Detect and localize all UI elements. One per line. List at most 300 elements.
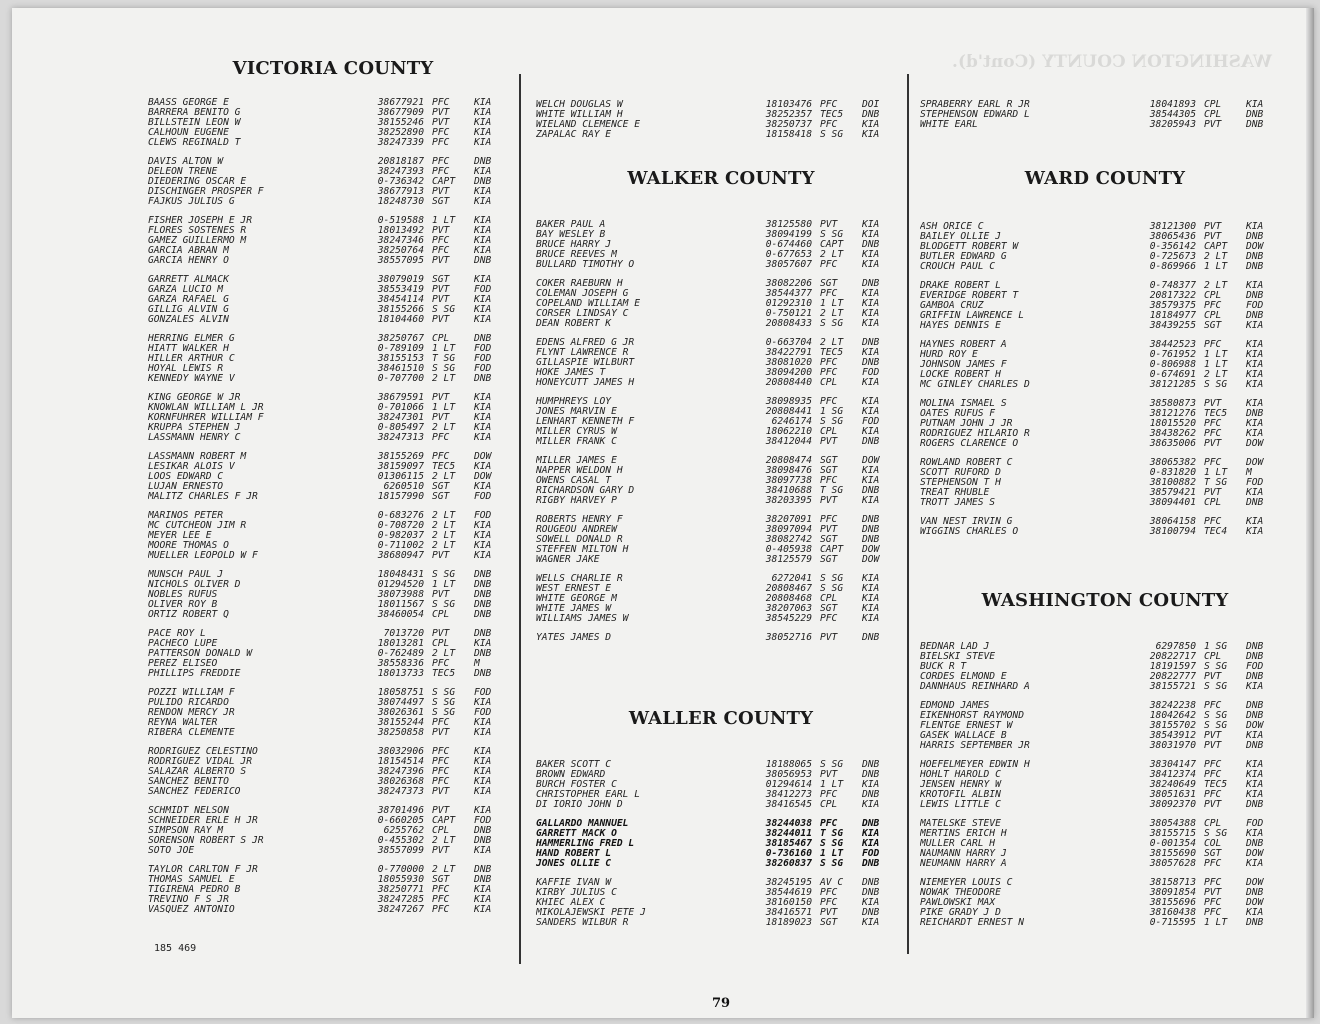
entry-status: DNB xyxy=(474,608,492,620)
entry-rank: CAPT xyxy=(1204,240,1228,252)
entry-status: M xyxy=(1246,466,1252,478)
entry-status: DOW xyxy=(474,470,492,482)
entry-rank: 1 LT xyxy=(432,342,456,354)
entry-status: KIA xyxy=(1246,768,1264,780)
entry-name: BUTLER EDWARD G xyxy=(920,251,1007,262)
entry-status: DNB xyxy=(862,768,880,780)
entry-serial: 0-660205 xyxy=(377,814,424,826)
entry-name: POZZI WILLIAM F xyxy=(148,688,235,698)
entry-status: KIA xyxy=(1246,427,1264,439)
entry-name: CORSER LINDSAY C xyxy=(536,308,629,319)
entry-status: KIA xyxy=(862,219,880,230)
roster-entry xyxy=(148,787,508,797)
entry-status: KIA xyxy=(474,106,492,118)
entry-name: HAYES DENNIS E xyxy=(920,320,1001,331)
entry-serial: 38100794 xyxy=(1149,525,1196,537)
roster-entry xyxy=(536,456,896,466)
entry-serial: 6260510 xyxy=(383,480,424,492)
entry-status: KIA xyxy=(1246,906,1264,918)
roster-entry xyxy=(148,236,508,246)
entry-serial: 01294614 xyxy=(765,778,812,790)
entry-rank: T SG xyxy=(820,484,844,496)
entry-name: HILLER ARTHUR C xyxy=(148,353,235,364)
entry-name: STEFFEN MILTON H xyxy=(536,544,629,555)
entry-serial: 38026361 xyxy=(377,706,424,718)
entry-serial: 18058751 xyxy=(377,687,424,698)
entry-name: LESIKAR ALOIS V xyxy=(148,461,235,472)
entry-status: DNB xyxy=(1246,108,1264,120)
roster-entry xyxy=(536,515,896,525)
entry-rank: 1 LT xyxy=(820,297,844,309)
entry-serial: 38680947 xyxy=(377,549,424,561)
entry-name: GAMBOA CRUZ xyxy=(920,300,984,311)
entry-serial: 38064158 xyxy=(1149,516,1196,527)
roster-entry xyxy=(148,708,508,718)
entry-serial: 38057628 xyxy=(1149,857,1196,869)
entry-rank: PFC xyxy=(820,366,838,378)
entry-name: PATTERSON DONALD W xyxy=(148,648,252,659)
entry-name: GASEK WALLACE B xyxy=(920,730,1007,741)
entry-status: FOD xyxy=(1246,476,1264,488)
entry-rank: PVT xyxy=(432,392,450,403)
entry-name: MILLER FRANK C xyxy=(536,436,617,447)
entry-name: BAASS GEORGE E xyxy=(148,98,229,108)
entry-serial: 38097738 xyxy=(765,474,812,486)
entry-rank: 2 LT xyxy=(1204,368,1228,380)
entry-name: TIGIRENA PEDRO B xyxy=(148,884,241,895)
entry-status: DOI xyxy=(862,99,880,110)
entry-name: FAJKUS JULIUS G xyxy=(148,196,235,207)
roster-group xyxy=(536,819,896,868)
entry-name: KROTOFIL ALBIN xyxy=(920,789,1001,800)
entry-serial: 38100882 xyxy=(1149,476,1196,488)
entry-serial: 38207091 xyxy=(765,514,812,525)
entry-status: DNB xyxy=(474,824,492,836)
roster-entry xyxy=(536,584,896,594)
entry-serial: 18103476 xyxy=(765,99,812,110)
entry-status: DNB xyxy=(862,632,880,643)
entry-status: KIA xyxy=(474,411,492,423)
roster-entry xyxy=(148,875,508,885)
entry-rank: 2 LT xyxy=(432,519,456,531)
entry-name: REICHARDT ERNEST N xyxy=(920,917,1024,928)
entry-serial: 18154514 xyxy=(377,755,424,767)
entry-name: BILLSTEIN LEON W xyxy=(148,117,241,128)
entry-rank: PFC xyxy=(432,431,450,443)
entry-name: DANNHAUS REINHARD A xyxy=(920,681,1030,692)
roster-entry xyxy=(536,800,896,810)
entry-status: KIA xyxy=(1246,857,1264,869)
entry-name: CLEWS REGINALD T xyxy=(148,137,241,148)
entry-name: JONES MARVIN E xyxy=(536,406,617,417)
entry-status: DNB xyxy=(1246,230,1264,242)
entry-rank: PFC xyxy=(432,156,450,167)
entry-name: BEDNAR LAD J xyxy=(920,642,990,652)
entry-status: DOW xyxy=(1246,240,1264,252)
entry-status: KIA xyxy=(474,716,492,728)
entry-status: KIA xyxy=(1246,759,1264,770)
entry-name: GARCIA ABRAN M xyxy=(148,245,229,256)
entry-serial: 18013492 xyxy=(377,224,424,236)
entry-name: MERTINS ERICH H xyxy=(920,828,1007,839)
roster-entry xyxy=(148,895,508,905)
entry-serial: 38245195 xyxy=(765,877,812,888)
entry-rank: PVT xyxy=(1204,221,1222,232)
entry-serial: 20822777 xyxy=(1149,670,1196,682)
entry-rank: PVT xyxy=(432,628,450,639)
entry-rank: PVT xyxy=(432,293,450,305)
roster-entry xyxy=(148,718,508,728)
entry-rank: PFC xyxy=(820,396,838,407)
entry-status: KIA xyxy=(862,346,880,358)
entry-rank: PFC xyxy=(1204,427,1222,439)
entry-status: DNB xyxy=(862,238,880,250)
entry-serial: 38125579 xyxy=(765,553,812,565)
roster-entry xyxy=(536,888,896,898)
roster-entry xyxy=(148,669,508,679)
roster-group xyxy=(920,517,1280,537)
entry-serial: 38244011 xyxy=(765,827,812,839)
entry-serial: 18188065 xyxy=(765,759,812,770)
roster-entry xyxy=(536,594,896,604)
entry-status: DNB xyxy=(1246,260,1264,272)
entry-status: KIA xyxy=(862,464,880,476)
roster-entry xyxy=(148,629,508,639)
entry-name: JONES OLLIE C xyxy=(536,858,612,869)
entry-name: KRUPPA STEPHEN J xyxy=(148,422,241,433)
roster-entry xyxy=(536,760,896,770)
entry-name: HAYNES ROBERT A xyxy=(920,340,1007,350)
entry-rank: SGT xyxy=(820,553,838,565)
entry-rank: S SG xyxy=(432,569,456,580)
entry-rank: PVT xyxy=(432,549,450,561)
entry-rank: SGT xyxy=(820,455,838,466)
entry-serial: 0-762489 xyxy=(377,647,424,659)
entry-rank: CAPT xyxy=(432,814,456,826)
entry-rank: S SG xyxy=(820,228,844,240)
entry-name: WHITE JAMES W xyxy=(536,603,612,614)
entry-name: GILLIG ALVIN G xyxy=(148,304,229,315)
entry-rank: PVT xyxy=(820,435,838,447)
entry-name: MC CUTCHEON JIM R xyxy=(148,520,247,531)
roster-entry xyxy=(920,281,1280,291)
entry-status: KIA xyxy=(474,785,492,797)
entry-name: FISHER JOSEPH E JR xyxy=(148,216,252,226)
entry-serial: 38185467 xyxy=(765,837,812,849)
entry-name: PEREZ ELISEO xyxy=(148,658,218,669)
entry-rank: SGT xyxy=(820,278,838,289)
roster-group xyxy=(148,334,508,383)
entry-rank: PFC xyxy=(432,165,450,177)
roster-entry xyxy=(536,486,896,496)
entry-serial: 0-663704 xyxy=(765,337,812,348)
roster-entry xyxy=(148,846,508,856)
entry-serial: 38553419 xyxy=(377,283,424,295)
entry-serial: 38073988 xyxy=(377,588,424,600)
entry-rank: TEC5 xyxy=(820,346,844,358)
entry-name: OWENS CASAL T xyxy=(536,475,612,486)
roster-entry xyxy=(920,498,1280,508)
roster-group xyxy=(148,98,508,147)
roster-entry xyxy=(536,614,896,624)
entry-status: DNB xyxy=(1246,916,1264,928)
entry-name: GILLASPIE WILBURT xyxy=(536,357,635,368)
entry-serial: 38121285 xyxy=(1149,378,1196,390)
roster-entry xyxy=(920,760,1280,770)
entry-status: KIA xyxy=(862,798,880,810)
entry-status: KIA xyxy=(474,883,492,895)
entry-status: FOD xyxy=(474,362,492,374)
entry-status: KIA xyxy=(862,376,880,388)
entry-rank: PVT xyxy=(820,906,838,918)
entry-status: KIA xyxy=(1246,417,1264,429)
entry-serial: 38544619 xyxy=(765,886,812,898)
entry-serial: 20817322 xyxy=(1149,289,1196,301)
entry-status: KIA xyxy=(862,837,880,849)
entry-rank: PFC xyxy=(1204,759,1222,770)
entry-name: STEPHENSON T H xyxy=(920,477,1001,488)
entry-serial: 6272041 xyxy=(771,573,812,584)
entry-status: M xyxy=(474,657,480,669)
entry-rank: PVT xyxy=(432,185,450,197)
heading-ward-county: WARD COUNTY xyxy=(1024,168,1186,189)
entry-status: DNB xyxy=(1246,309,1264,321)
entry-status: DNB xyxy=(474,647,492,659)
entry-serial: 38442523 xyxy=(1149,339,1196,350)
entry-name: HAND ROBERT L xyxy=(536,848,612,859)
roster-entry xyxy=(920,859,1280,869)
entry-rank: PVT xyxy=(432,844,450,856)
entry-status: KIA xyxy=(1246,280,1264,291)
roster-entry xyxy=(148,305,508,315)
entry-serial: 18158418 xyxy=(765,128,812,140)
entry-serial: 38056953 xyxy=(765,768,812,780)
entry-serial: 18104460 xyxy=(377,313,424,325)
entry-name: HUMPHREYS LOY xyxy=(536,397,612,407)
entry-name: TREAT RHUBLE xyxy=(920,487,990,498)
entry-name: GONZALES ALVIN xyxy=(148,314,229,325)
roster-entry xyxy=(536,250,896,260)
entry-name: GARRETT ALMACK xyxy=(148,275,229,285)
entry-status: DNB xyxy=(1246,496,1264,508)
entry-status: DNB xyxy=(862,906,880,918)
entry-rank: SGT xyxy=(1204,847,1222,859)
roster-group xyxy=(920,878,1280,927)
entry-name: SCHNEIDER ERLE H JR xyxy=(148,815,258,826)
roster-entry xyxy=(920,790,1280,800)
roster-entry xyxy=(148,275,508,285)
entry-rank: PFC xyxy=(820,514,838,525)
entry-name: HARRIS SEPTEMBER JR xyxy=(920,740,1030,751)
entry-serial: 38155690 xyxy=(1149,847,1196,859)
entry-rank: SGT xyxy=(432,480,450,492)
entry-serial: 38544305 xyxy=(1149,108,1196,120)
entry-serial: 38155702 xyxy=(1149,719,1196,731)
entry-status: KIA xyxy=(1246,525,1264,537)
entry-name: NOWAK THEODORE xyxy=(920,887,1001,898)
roster-entry xyxy=(148,226,508,236)
entry-rank: PFC xyxy=(1204,896,1222,908)
entry-rank: 2 LT xyxy=(432,539,456,551)
entry-serial: 20822717 xyxy=(1149,650,1196,662)
entry-serial: 38677921 xyxy=(377,97,424,108)
entry-rank: PFC xyxy=(820,818,838,829)
roster-group xyxy=(536,574,896,623)
entry-serial: 20818187 xyxy=(377,156,424,167)
entry-name: DEAN ROBERT K xyxy=(536,318,612,329)
entry-name: HOEFELMEYER EDWIN H xyxy=(920,760,1030,770)
entry-serial: 38158713 xyxy=(1149,877,1196,888)
entry-rank: PVT xyxy=(432,106,450,118)
entry-rank: PVT xyxy=(820,523,838,535)
entry-status: KIA xyxy=(1246,348,1264,360)
entry-rank: PFC xyxy=(432,883,450,895)
roster-group xyxy=(920,222,1280,271)
entry-rank: PFC xyxy=(820,788,838,800)
entry-name: FLENTGE ERNEST W xyxy=(920,720,1013,731)
entry-rank: PFC xyxy=(432,893,450,905)
entry-rank: CAPT xyxy=(432,175,456,187)
entry-name: COKER RAEBURN H xyxy=(536,279,623,289)
entry-status: KIA xyxy=(474,765,492,777)
entry-name: TAYLOR CARLTON F JR xyxy=(148,865,258,875)
entry-name: GALLARDO MANNUEL xyxy=(536,819,629,829)
entry-rank: PFC xyxy=(432,746,450,757)
entry-status: KIA xyxy=(474,637,492,649)
entry-name: SORENSON ROBERT S JR xyxy=(148,835,264,846)
entry-rank: PFC xyxy=(1204,457,1222,468)
roster-entry xyxy=(148,118,508,128)
roster-group xyxy=(920,100,1280,130)
entry-status: DNB xyxy=(474,333,492,344)
roster-entry xyxy=(148,187,508,197)
entry-name: SANCHEZ BENITO xyxy=(148,776,229,787)
entry-rank: CPL xyxy=(820,425,838,437)
entry-name: GARZA RAFAEL G xyxy=(148,294,229,305)
entry-rank: PFC xyxy=(432,244,450,256)
entry-status: KIA xyxy=(474,893,492,905)
entry-serial: 38580873 xyxy=(1149,398,1196,409)
entry-rank: PFC xyxy=(1204,877,1222,888)
entry-serial: 38081020 xyxy=(765,356,812,368)
entry-serial: 01306115 xyxy=(377,470,424,482)
roster-entry xyxy=(920,262,1280,272)
entry-rank: PFC xyxy=(432,451,450,462)
entry-status: DNB xyxy=(474,873,492,885)
roster-group xyxy=(148,688,508,737)
entry-serial: 38677913 xyxy=(377,185,424,197)
entry-rank: PFC xyxy=(1204,417,1222,429)
roster-entry xyxy=(148,747,508,757)
entry-name: RIGBY HARVEY P xyxy=(536,495,617,506)
entry-rank: PFC xyxy=(820,287,838,299)
entry-status: FOD xyxy=(862,415,880,427)
roster-entry xyxy=(148,600,508,610)
entry-status: DNB xyxy=(862,356,880,368)
entry-name: SALAZAR ALBERTO S xyxy=(148,766,247,777)
roster-entry xyxy=(148,197,508,207)
entry-name: REYNA WALTER xyxy=(148,717,218,728)
entry-name: HONEYCUTT JAMES H xyxy=(536,377,635,388)
entry-rank: PVT xyxy=(432,411,450,423)
entry-status: KIA xyxy=(474,529,492,541)
entry-name: ZAPALAC RAY E xyxy=(536,129,612,140)
entry-name: ROUGEOU ANDREW xyxy=(536,524,617,535)
roster-entry xyxy=(920,380,1280,390)
entry-status: KIA xyxy=(474,805,492,816)
entry-serial: 38097094 xyxy=(765,523,812,535)
entry-rank: 2 LT xyxy=(432,510,456,521)
entry-rank: PFC xyxy=(432,126,450,138)
entry-rank: 2 LT xyxy=(432,647,456,659)
entry-serial: 38677909 xyxy=(377,106,424,118)
entry-rank: PVT xyxy=(432,785,450,797)
entry-serial: 38558336 xyxy=(377,657,424,669)
entry-serial: 38579421 xyxy=(1149,486,1196,498)
entry-name: PAWLOWSKI MAX xyxy=(920,897,996,908)
entry-name: BUCK R T xyxy=(920,661,967,672)
entry-name: HOYAL LEWIS R xyxy=(148,363,224,374)
column-2 xyxy=(536,8,906,1018)
entry-name: RODRIGUEZ HILARIO R xyxy=(920,428,1030,439)
entry-name: SANCHEZ FEDERICO xyxy=(148,786,241,797)
entry-serial: 38247393 xyxy=(377,165,424,177)
entry-status: KIA xyxy=(474,293,492,305)
entry-serial: 38701496 xyxy=(377,805,424,816)
entry-rank: SGT xyxy=(432,490,450,502)
entry-serial: 0-001354 xyxy=(1149,837,1196,849)
roster-group xyxy=(536,338,896,387)
entry-status: KIA xyxy=(474,195,492,207)
roster-entry xyxy=(536,898,896,908)
entry-serial: 0-674691 xyxy=(1149,368,1196,380)
entry-name: HURD ROY E xyxy=(920,349,978,360)
entry-name: PUTNAM JOHN J JR xyxy=(920,418,1013,429)
entry-serial: 38250771 xyxy=(377,883,424,895)
roster-entry xyxy=(536,525,896,535)
bleed-through-heading: WASHINGTON COUNTY (Cont'd). xyxy=(952,52,1273,72)
entry-serial: 38579375 xyxy=(1149,299,1196,311)
roster-entry xyxy=(536,545,896,555)
entry-serial: 0-519588 xyxy=(377,215,424,226)
entry-serial: 0-674460 xyxy=(765,238,812,250)
entry-status: KIA xyxy=(1246,358,1264,370)
roster-entry xyxy=(536,368,896,378)
entry-rank: PFC xyxy=(432,234,450,246)
entry-name: MALITZ CHARLES F JR xyxy=(148,491,258,502)
entry-serial: 20808441 xyxy=(765,405,812,417)
entry-status: KIA xyxy=(474,97,492,108)
entry-rank: PFC xyxy=(1204,857,1222,869)
entry-status: KIA xyxy=(1246,729,1264,741)
entry-serial: 20808440 xyxy=(765,376,812,388)
entry-status: DNB xyxy=(862,337,880,348)
entry-name: DI IORIO JOHN D xyxy=(536,799,623,810)
entry-rank: 1 LT xyxy=(1204,348,1228,360)
entry-status: KIA xyxy=(862,582,880,594)
entry-serial: 38155153 xyxy=(377,352,424,364)
entry-serial: 38635006 xyxy=(1149,437,1196,449)
entry-rank: S SG xyxy=(432,687,456,698)
entry-rank: PFC xyxy=(432,755,450,767)
entry-status: FOD xyxy=(1246,660,1264,672)
roster-entry xyxy=(920,301,1280,311)
entry-name: WAGNER JAKE xyxy=(536,554,600,565)
roster-entry xyxy=(148,216,508,226)
entry-rank: COL xyxy=(1204,837,1222,849)
entry-name: HAMMERLING FRED L xyxy=(536,838,635,849)
entry-serial: 38304147 xyxy=(1149,759,1196,770)
